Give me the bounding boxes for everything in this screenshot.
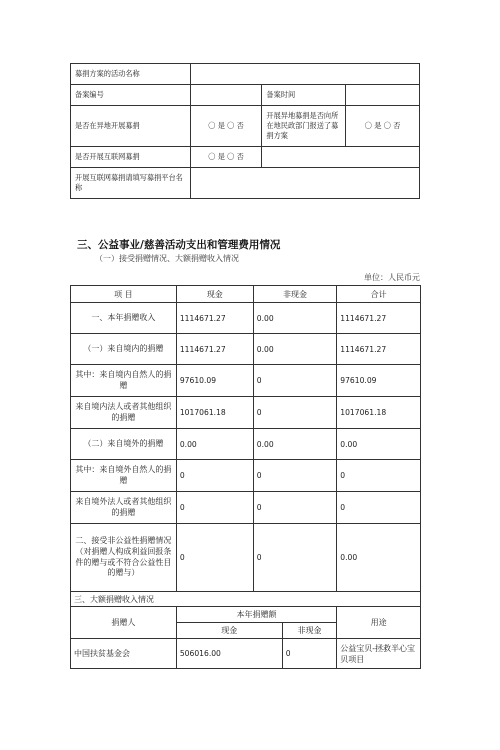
row-item: 一、本年捐赠收入: [71, 303, 177, 334]
record-time-value: [346, 85, 420, 106]
row-noncash: 0: [253, 460, 336, 492]
record-number-label: 备案编号: [71, 85, 191, 106]
donor-name: 中国扶贫基金会: [71, 639, 177, 669]
row-total: 1017061.18: [337, 397, 421, 429]
table-row: [71, 524, 421, 592]
row-item: 二、接受非公益性捐赠情况（对捐赠人构成利益回报条件的赠与或不符合公益性目的赠与）: [71, 524, 177, 592]
row-cash: 0: [176, 524, 253, 592]
table-row: [71, 85, 420, 106]
col-header-donor: 捐赠人: [71, 607, 177, 639]
row-item: 来自境内法人或者其他组织的捐赠: [71, 397, 177, 429]
table-row: [71, 147, 420, 168]
row-cash: 1114671.27: [176, 334, 253, 365]
row-cash: 97610.09: [176, 365, 253, 397]
row-total: 0.00: [337, 524, 421, 592]
row-item: （一）来自境内的捐赠: [71, 334, 177, 365]
row-item: （二）来自境外的捐赠: [71, 429, 177, 460]
col-header-year-amount: 本年捐赠额: [176, 607, 336, 623]
row-item: 来自境外法人或者其他组织的捐赠: [71, 492, 177, 524]
col-header-item: 项 目: [71, 286, 177, 303]
row-total: 97610.09: [337, 365, 421, 397]
row-cash: 1114671.27: [176, 303, 253, 334]
table-header-row: [71, 286, 421, 303]
activity-name-label: 募捐方案的活动名称: [71, 64, 191, 85]
row-total: 0: [337, 492, 421, 524]
section-subheading: （一）接受捐赠情况、大额捐赠收入情况: [95, 254, 239, 263]
table-row: [71, 168, 420, 199]
table-header-row: [71, 607, 421, 623]
offsite-fundraising-label: 是否在异地开展募捐: [71, 106, 191, 147]
table-row: [71, 64, 420, 85]
offsite-fundraising-options[interactable]: 〇 是 〇 否: [190, 106, 262, 147]
row-noncash: 0: [253, 492, 336, 524]
donor-noncash: 0: [282, 639, 337, 669]
row-cash: 0: [176, 460, 253, 492]
internet-fundraising-options[interactable]: 〇 是 〇 否: [190, 147, 262, 168]
donor-purpose: 公益宝贝-拯救半心宝贝项目: [337, 639, 421, 669]
row-noncash: 0.00: [253, 429, 336, 460]
row-cash: 0: [176, 492, 253, 524]
table-row: [71, 106, 420, 147]
large-donation-title: 三、大额捐赠收入情况: [71, 592, 421, 607]
activity-name-value: [190, 64, 419, 85]
donation-table: [70, 285, 421, 669]
fundraising-info-table: [70, 63, 420, 199]
internet-fundraising-blank: [262, 147, 420, 168]
col-header-cash: 现金: [176, 286, 253, 303]
platform-name-value: [190, 168, 419, 199]
table-row: [71, 460, 421, 492]
table-row: [71, 303, 421, 334]
row-cash: 0.00: [176, 429, 253, 460]
col-header-total: 合计: [337, 286, 421, 303]
col-header-cash: 现金: [176, 623, 282, 639]
table-row: [71, 429, 421, 460]
table-row: [71, 334, 421, 365]
internet-fundraising-label: 是否开展互联网募捐: [71, 147, 191, 168]
table-row: [71, 639, 421, 669]
row-noncash: 0: [253, 365, 336, 397]
table-row: [71, 365, 421, 397]
offsite-report-label: 开展异地募捐是否向所在地民政部门报送了募捐方案: [262, 106, 346, 147]
row-noncash: 0.00: [253, 334, 336, 365]
unit-label: 单位：人民币元: [364, 273, 420, 282]
donor-cash: 506016.00: [176, 639, 282, 669]
row-total: 1114671.27: [337, 334, 421, 365]
row-item: 其中：来自境内自然人的捐赠: [71, 365, 177, 397]
row-total: 0: [337, 460, 421, 492]
table-row: [71, 397, 421, 429]
row-noncash: 0: [253, 524, 336, 592]
platform-name-label: 开展互联网募捐请填写募捐平台名称: [71, 168, 191, 199]
record-number-value: [190, 85, 262, 106]
col-header-noncash: 非现金: [282, 623, 337, 639]
table-row: [71, 492, 421, 524]
record-time-label: 备案时间: [262, 85, 346, 106]
row-total: 1114671.27: [337, 303, 421, 334]
row-total: 0.00: [337, 429, 421, 460]
table-row: [71, 592, 421, 607]
row-noncash: 0.00: [253, 303, 336, 334]
row-item: 其中：来自境外自然人的捐赠: [71, 460, 177, 492]
row-cash: 1017061.18: [176, 397, 253, 429]
offsite-report-options[interactable]: 〇 是 〇 否: [346, 106, 420, 147]
section-heading: 三、公益事业/慈善活动支出和管理费用情况: [77, 239, 281, 251]
col-header-noncash: 非现金: [253, 286, 336, 303]
row-noncash: 0: [253, 397, 336, 429]
col-header-purpose: 用途: [337, 607, 421, 639]
